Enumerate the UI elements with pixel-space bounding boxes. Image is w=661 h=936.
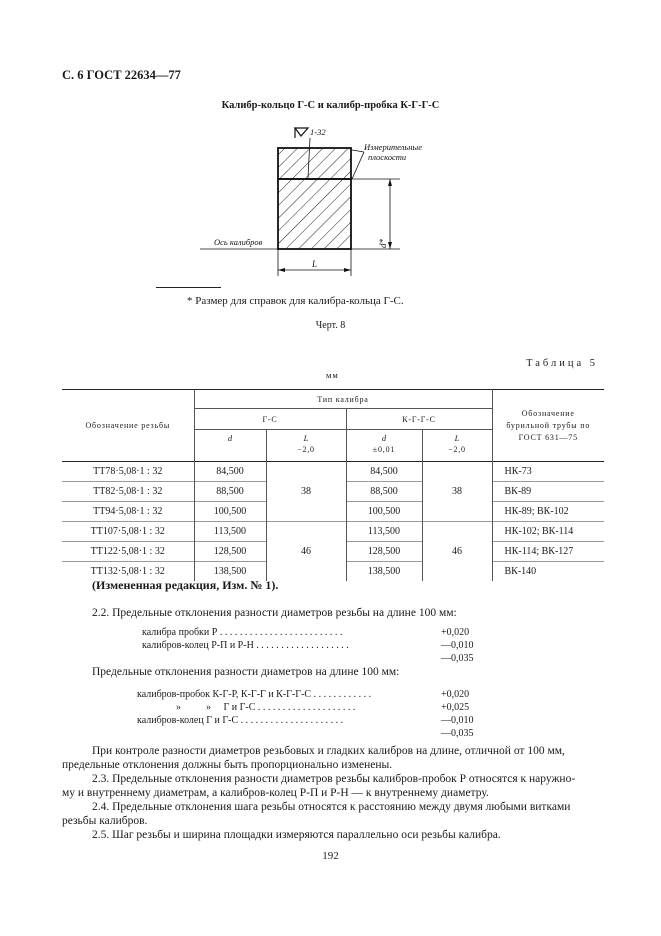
dimension-d-label: d*	[378, 239, 388, 248]
table-label: Таблица 5	[526, 358, 598, 369]
amendment-note: (Измененная редакция, Изм. № 1).	[92, 578, 279, 592]
l-kggs-group1: 38	[422, 462, 492, 522]
roughness-value: 1-32	[310, 127, 326, 137]
header-pipe-line3: ГОСТ 631—75	[518, 432, 578, 442]
header-row-1	[62, 390, 604, 409]
table-5	[62, 389, 604, 581]
section-2-5: 2.5. Шаг резьбы и ширина площадки измеряются параллельно оси резьбы калибра.	[92, 829, 501, 841]
table-row: ТТ82·5,08·1 : 32 88,500 88,500 ВК-89	[62, 482, 604, 502]
header-d-gs: d	[194, 430, 266, 462]
page-header: С. 6 ГОСТ 22634—77	[62, 68, 181, 82]
paragraph-1-line-1: При контроле разности диаметров резьбовых и гладких калибров на длине, отличной от 100 мм,	[92, 745, 565, 757]
gauge-section-lower	[278, 179, 351, 249]
s22b-item-3-value-2: —0,035	[441, 728, 474, 739]
s22b-item-2: » » Г и Г-С . . . . . . . . . . . . . . . . . . . .	[176, 702, 356, 713]
footnote-separator	[156, 287, 221, 288]
figure-title: Калибр-кольцо Г-С и калибр-пробка К-Г-Г-С	[221, 100, 440, 111]
l-gs-group1: 38	[266, 462, 346, 522]
header-designation: Обозначение резьбы	[62, 390, 194, 462]
header-kggs: К-Г-Г-С	[346, 409, 492, 430]
page-number: 192	[322, 850, 339, 862]
section-2-3-line-2: му и внутреннему диаметрам, а калибров-колец Р-П и Р-Н — к внутреннему диаметру.	[62, 787, 489, 799]
header-pipe	[492, 390, 604, 462]
header-pipe-line1: Обозначение	[521, 408, 575, 418]
figure-footnote: * Размер для справок для калибра-кольца Г-С.	[187, 295, 404, 307]
header-pipe-line2: бурильной трубы по	[506, 420, 591, 430]
gauge-drawing	[200, 118, 440, 278]
measuring-planes-label-2: плоскости	[368, 152, 407, 162]
s22-item-2: калибров-колец Р-П и Р-Н . . . . . . . . . . . . . . . . . . .	[142, 640, 349, 651]
header-gs: Г-С	[194, 409, 346, 430]
section-2-3-line-1: 2.3. Предельные отклонения разности диаметров резьбы калибров-пробок Р относятся к наружно-	[92, 773, 576, 785]
s22-item-2-value-1: —0,010	[441, 640, 474, 651]
gauge-section-upper	[278, 148, 351, 179]
s22-item-1: калибра пробки Р . . . . . . . . . . . . . . . . . . . . . . . . .	[142, 627, 343, 638]
axis-label: Ось калибров	[214, 237, 263, 247]
s22b-item-1: калибров-пробок К-Г-Р, К-Г-Г и К-Г-Г-С . . . . . . . . . . . .	[137, 689, 372, 700]
l-gs-group2: 46	[266, 522, 346, 582]
paragraph-1-line-2: предельные отклонения должны быть пропорционально изменены.	[62, 759, 393, 771]
section-2-2-text: 2.2. Предельные отклонения разности диаметров резьбы на длине 100 мм:	[92, 607, 457, 619]
section-2-2b-text: Предельные отклонения разности диаметров на длине 100 мм:	[92, 666, 400, 678]
header-l-kggs: L −2,0	[422, 430, 492, 462]
header-d-kggs: d ±0,01	[346, 430, 422, 462]
table-row: ТТ94·5,08·1 : 32 100,500 100,500 НК-89; ВК-102	[62, 502, 604, 522]
s22-item-1-value: +0,020	[441, 627, 470, 638]
s22b-item-3: калибров-колец Г и Г-С . . . . . . . . . . . . . . . . . . . . .	[137, 715, 344, 726]
header-l-gs: L −2,0	[266, 430, 346, 462]
measuring-planes-label-1: Измерительные	[364, 142, 422, 152]
table-row: ТТ107·5,08·1 : 32 113,500 46 113,500 46 НК-102; ВК-114	[62, 522, 604, 542]
table-row: ТТ78·5,08·1 : 32 84,500 38 84,500 38 НК-73	[62, 462, 604, 482]
s22b-item-2-value: +0,025	[441, 702, 470, 713]
table-row: ТТ132·5,08·1 : 32 138,500 138,500 ВК-140	[62, 562, 604, 582]
header-gauge-type: Тип калибра	[194, 390, 492, 409]
section-2-4-line-1: 2.4. Предельные отклонения шага резьбы относятся к расстоянию между двумя любыми витками	[92, 801, 571, 813]
table-row: ТТ122·5,08·1 : 32 128,500 128,500 НК-114; ВК-127	[62, 542, 604, 562]
table-unit: мм	[326, 370, 339, 380]
roughness-icon	[295, 128, 308, 136]
s22b-item-3-value-1: —0,010	[441, 715, 474, 726]
section-2-4-line-2: резьбы калибров.	[62, 815, 148, 827]
s22b-item-1-value: +0,020	[441, 689, 470, 700]
dimension-l-label: L	[312, 259, 318, 269]
s22-item-2-value-2: —0,035	[441, 653, 474, 664]
figure-caption: Черт. 8	[315, 320, 346, 331]
l-kggs-group2: 46	[422, 522, 492, 582]
